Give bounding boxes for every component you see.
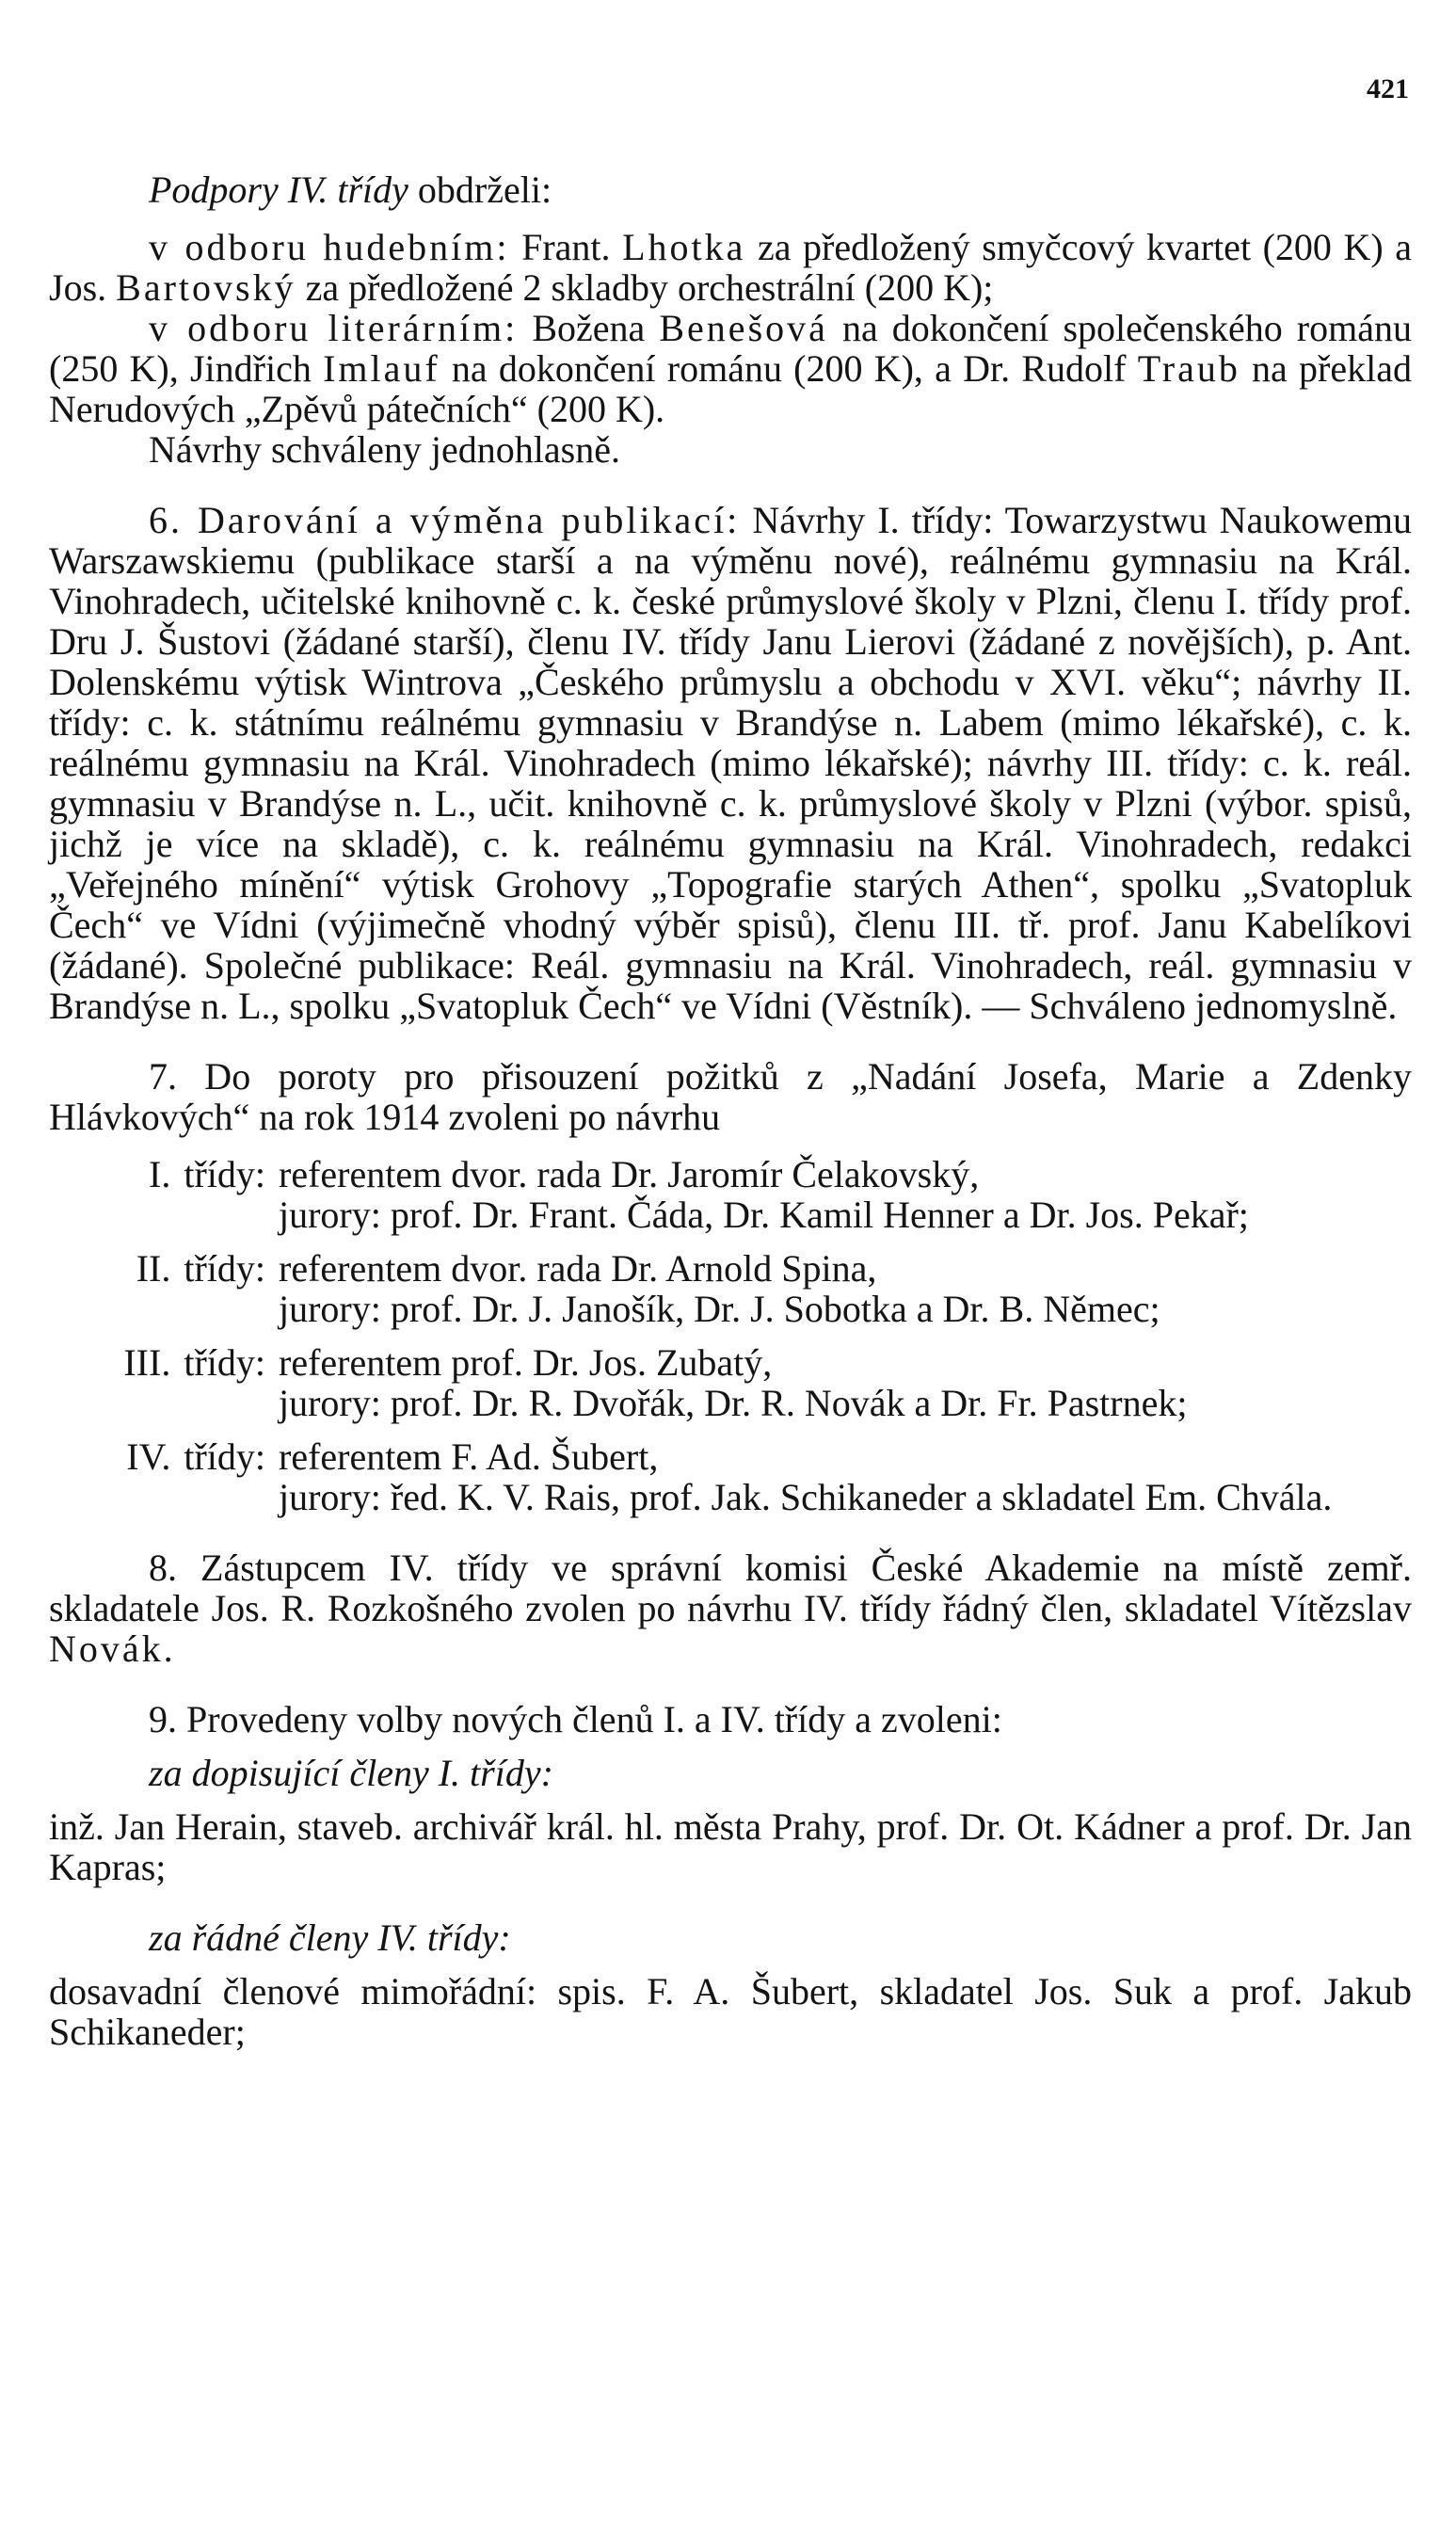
jury-class-label	[49, 1248, 279, 1329]
subheading-full-members: za řádné členy IV. třídy:	[149, 1916, 511, 1959]
literary-grants	[49, 308, 1412, 429]
class-word: třídy:	[184, 1247, 265, 1290]
intro-emphasis: Podpory IV. třídy	[149, 168, 408, 211]
name-bartovsky: Bartovský	[116, 266, 296, 309]
subheading-corresponding-members: za dopisující členy I. třídy:	[149, 1752, 553, 1794]
name-novak: Novák	[49, 1627, 164, 1670]
jury-class-label	[49, 1154, 279, 1235]
item-8-text: 8. Zástupcem IV. třídy ve správní komisi České Akademie na místě zemř. skladatele Jos. R. Rozkošného zvolen po návrhu IV. třídy řádný člen, skladatel Vítězslav	[49, 1547, 1412, 1629]
jury-list	[49, 1154, 1412, 1517]
item-9-heading: 9. Provedeny volby nových členů I. a IV. třídy a zvoleni:	[149, 1698, 1002, 1740]
music-grants	[49, 227, 1412, 308]
literary-heading: v odboru literárním:	[149, 307, 519, 349]
item-8	[49, 1547, 1412, 1669]
class-word: třídy:	[184, 1341, 265, 1384]
elected-full-members: dosavadní členové mimořádní: spis. F. A. Šubert, skladatel Jos. Suk a prof. Jakub Schikaneder;	[49, 1970, 1412, 2053]
referent: referentem dvor. rada Dr. Arnold Spina,	[279, 1247, 877, 1290]
music-text: Frant.	[509, 226, 623, 268]
item-8-text: .	[163, 1627, 173, 1670]
jury-class-4	[49, 1436, 1412, 1517]
jury-members	[279, 1342, 1412, 1423]
name-traub: Traub	[1137, 347, 1240, 390]
literary-text: Božena	[518, 307, 660, 349]
literary-text: na dokončení románu (200 K), a Dr. Rudolf	[440, 347, 1138, 390]
page-body	[49, 169, 1412, 2052]
referent: referentem dvor. rada Dr. Jaromír Čelakovský,	[279, 1153, 980, 1195]
referent: referentem prof. Dr. Jos. Zubatý,	[279, 1341, 773, 1384]
item-6-body: Návrhy I. třídy: Towarzystwu Naukowemu Warszawskiemu (publikace starší a na výměnu nové), reálnému gymnasiu na Král. Vinohradech, učitelské knihovně c. k. české průmyslové školy v Plzni, členu I. třídy prof. Dru J. Šustovi (žádané starší), členu IV. třídy Janu Lierovi (žádané z novějších), p. Ant. Dolenskému výtisk Wintrova „Českého průmyslu a obchodu v XVI. věku“; návrhy II. třídy: c. k. státnímu reálnému gymnasiu v Brandýse n. Labem (mimo lékařské), c. k. reálnému gymnasiu na Král. Vinohradech (mimo lékařské); návrhy III. třídy: c. k. reál. gymnasiu v Brandýse n. L., učit. knihovně c. k. průmyslové školy v Plzni (výbor. spisů, jichž je více na skladě), c. k. reálnému gymnasiu na Král. Vinohradech, redakci „Veřejného mínění“ výtisk Grohovy „Topografie starých Athen“, spolku „Svatopluk Čech“ ve Vídni (výjimečně vhodný výběr spisů), členu III. tř. prof. Janu Kabelíkovi (žádané). Společné publikace: Reál. gymnasiu na Král. Vinohradech, reál. gymnasiu v Brandýse n. L., spolku „Svatopluk Čech“ ve Vídni (Věstník). — Schváleno jednomyslně.	[49, 499, 1412, 1027]
item-6-heading: 6. Darování a výměna publikací:	[149, 499, 741, 541]
jury-members	[279, 1154, 1412, 1235]
jurors: jurory: prof. Dr. R. Dvořák, Dr. R. Novák a Dr. Fr. Pastrnek;	[279, 1382, 1188, 1424]
jury-members	[279, 1436, 1412, 1517]
jurors: jurory: prof. Dr. Frant. Čáda, Dr. Kamil Henner a Dr. Jos. Pekař;	[279, 1194, 1249, 1236]
name-lhotka: Lhotka	[622, 226, 746, 268]
class-number: IV.	[126, 1435, 171, 1478]
approval-note: Návrhy schváleny jednohlasně.	[149, 428, 620, 471]
jurors: jurory: prof. Dr. J. Janošík, Dr. J. Sobotka a Dr. B. Němec;	[279, 1288, 1160, 1330]
jury-members	[279, 1248, 1412, 1329]
jury-class-label	[49, 1436, 279, 1517]
literary-text: na překlad Nerudových „Zpěvů pátečních“ (200 K).	[49, 347, 1412, 430]
jury-class-3	[49, 1342, 1412, 1423]
referent: referentem F. Ad. Šubert,	[279, 1435, 659, 1478]
jurors: jurory: řed. K. V. Rais, prof. Jak. Schikaneder a skladatel Em. Chvála.	[279, 1476, 1333, 1518]
jury-class-2	[49, 1248, 1412, 1329]
jury-class-label	[49, 1342, 279, 1423]
intro-rest: obdrželi:	[408, 168, 552, 211]
class-number: II.	[136, 1247, 171, 1290]
elected-corresponding-members: inž. Jan Herain, staveb. archivář král. hl. města Prahy, prof. Dr. Ot. Kádner a prof. Dr. Jan Kapras;	[49, 1805, 1412, 1888]
literary-text: na dokončení společenského románu (250 K), Jindřich	[49, 307, 1412, 390]
name-imlauf: Imlauf	[323, 347, 440, 390]
class-number: III.	[123, 1341, 171, 1384]
class-word: třídy:	[184, 1153, 265, 1195]
music-text: za předložený smyčcový kvartet (200 K) a Jos.	[49, 226, 1412, 309]
page-number: 421	[1367, 73, 1409, 104]
jury-class-1	[49, 1154, 1412, 1235]
class-number: I.	[149, 1153, 171, 1195]
intro-line	[49, 169, 1412, 210]
item-6	[49, 500, 1412, 1026]
class-word: třídy:	[184, 1435, 265, 1478]
music-text: za předložené 2 skladby orchestrální (200 K);	[296, 266, 994, 309]
name-benesova: Benešová	[659, 307, 828, 349]
item-7: 7. Do poroty pro přisouzení požitků z „Nadání Josefa, Marie a Zdenky Hlávkových“ na rok 1914 zvoleni po návrhu	[49, 1055, 1412, 1138]
music-heading: v odboru hudebním:	[149, 226, 510, 268]
